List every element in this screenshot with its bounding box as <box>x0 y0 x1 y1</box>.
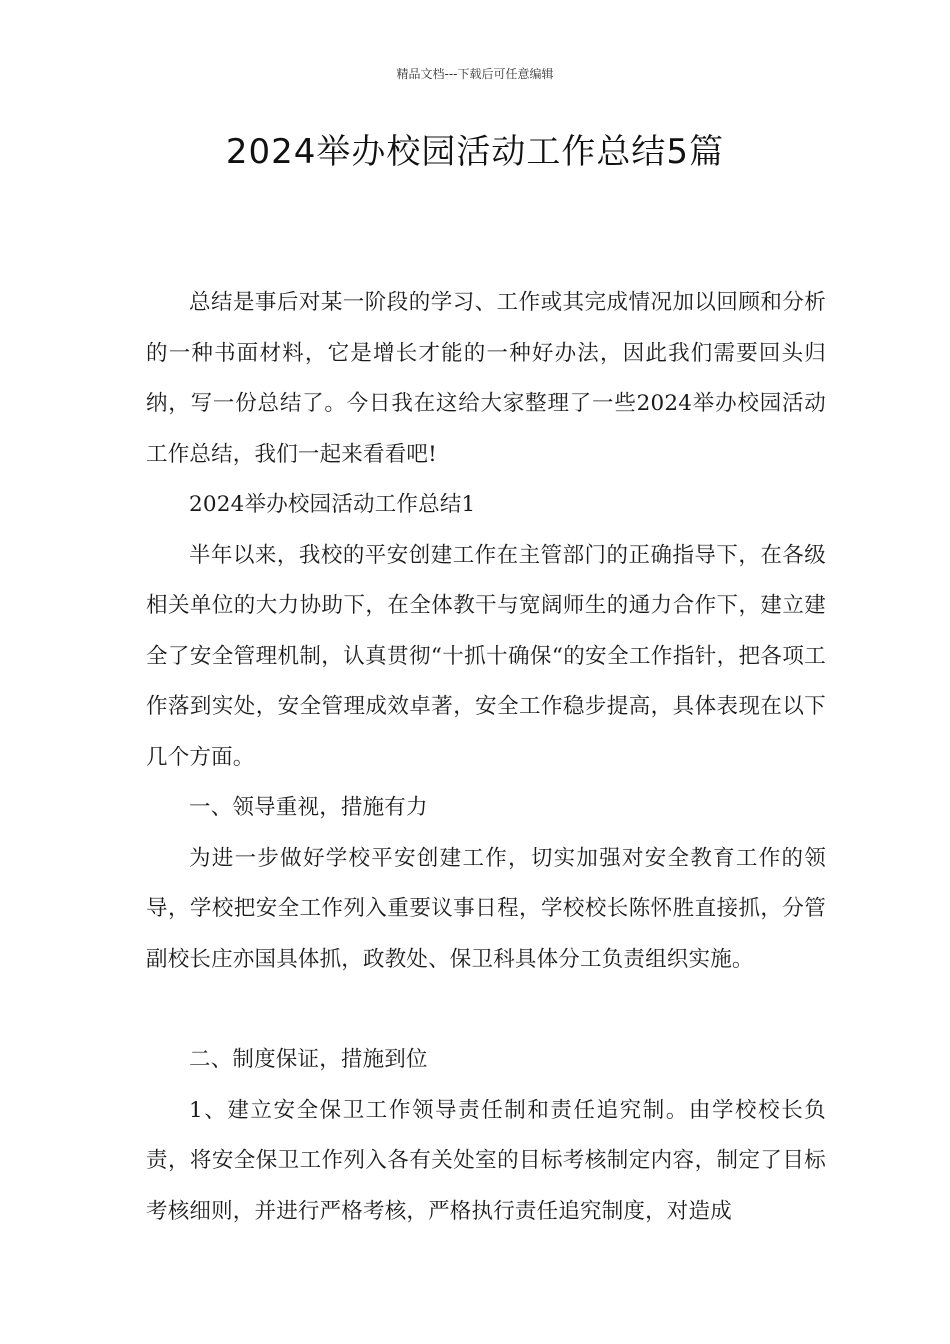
section-heading-system: 二、制度保证，措施到位 <box>189 1047 428 1072</box>
section-heading-summary-1: 2024举办校园活动工作总结1 <box>189 492 476 517</box>
header-watermark: 精品文档---下载后可任意编辑 <box>396 67 554 81</box>
document-title: 2024举办校园活动工作总结5篇 <box>225 132 725 172</box>
document-body <box>146 278 826 1237</box>
paragraph-gap <box>146 985 826 1035</box>
section-heading-leadership: 一、领导重视，措施有力 <box>189 795 428 820</box>
intro-paragraph: 总结是事后对某一阶段的学习、工作或其完成情况加以回顾和分析的一种书面材料，它是增长才能的一种好办法，因此我们需要回头归纳，写一份总结了。今日我在这给大家整理了一些2024举办校园活动工作总结，我们一起来看看吧! <box>146 290 826 467</box>
body-paragraph: 半年以来，我校的平安创建工作在主管部门的正确指导下，在各级相关单位的大力协助下，在全体教干与宽阔师生的通力合作下，建立建全了安全管理机制，认真贯彻“十抓十确保“的安全工作指针，把各项工作落到实处，安全管理成效卓著，安全工作稳步提高，具体表现在以下几个方面。 <box>146 542 826 770</box>
body-paragraph: 为进一步做好学校平安创建工作，切实加强对安全教育工作的领导，学校把安全工作列入重要议事日程，学校校长陈怀胜直接抓，分管副校长庄亦国具体抓，政教处、保卫科具体分工负责组织实施。 <box>146 845 826 972</box>
body-paragraph: 1、建立安全保卫工作领导责任制和责任追究制。由学校校长负责，将安全保卫工作列入各有关处室的目标考核制定内容，制定了目标考核细则，并进行严格考核，严格执行责任追究制度，对造成 <box>146 1097 826 1224</box>
